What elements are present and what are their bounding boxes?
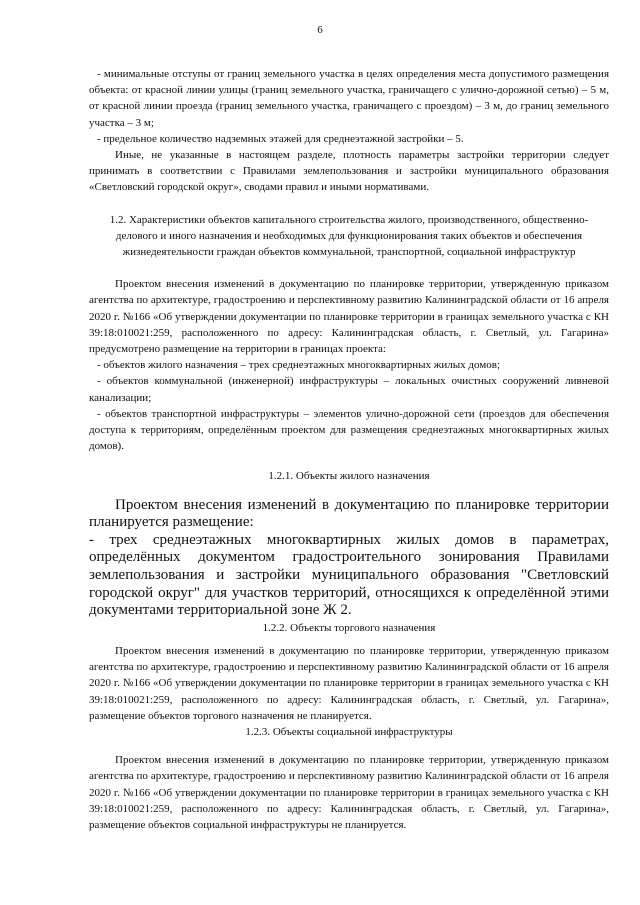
setback-requirements-paragraph: - минимальные отступы от границ земельного участка в целях определения места допустимого размещения объекта: от красной линии улицы (границ земельного участка, граничащего с улично-дорожной сетью) – 5 м, от красной линии проезда (границ земельного участка, граничащего с проездом) – 3 м, до границ земельного участка – 3 м; [89,68,609,129]
section-1-2-1-heading: 1.2.1. Объекты жилого назначения [268,470,430,483]
residential-objects-item: - объектов жилого назначения – трех среднеэтажных многоквартирных жилых домов; [97,359,501,372]
transport-objects-item: - объектов транспортной инфраструктуры – элементов улично-дорожной сети (проездов для обеспечения доступа к территориям, определённым проектом для размещения среднеэтажных многоквартирных жилых домов). [89,407,609,453]
section-1-2-1-paragraph-1: Проектом внесения изменений в документацию по планировке территории планируется размещение: [89,496,609,531]
section-1-2-intro-paragraph: Проектом внесения изменений в документацию по планировке территории, утвержденную приказом агентства по архитектуре, градостроению и перспективному развитию Калининградской области от 16 апреля 2020 г. №166 «Об утверждении документации по планировке территории в границах земельного участка с КН 39:18:010021:259, расположенного по адресу: Калининградская область, г. Светлый, ул. Гагарина» предусмотрено размещение на территории в границах проекта: [89,278,609,356]
max-floors-paragraph: - предельное количество надземных этажей для среднеэтажной застройки – 5. [97,132,464,145]
utility-objects-item: - объектов коммунальной (инженерной) инфраструктуры – локальных очистных сооружений ливневой канализации; [89,375,609,404]
page-number: 6 [317,24,323,36]
section-1-2-2-paragraph: Проектом внесения изменений в документацию по планировке территории, утвержденную приказом агентства по архитектуре, градостроению и перспективному развитию Калининградской области от 16 апреля 2020 г. №166 «Об утверждении документации по планировке территории в границах земельного участка с КН 39:18:010021:259, расположенного по адресу: Калининградская область, г. Светлый, ул. Гагарина», размещение объектов торгового назначения не планируется. [89,645,609,722]
section-1-2-3-heading: 1.2.3. Объекты социальной инфраструктуры [245,726,453,739]
section-1-2-2-heading: 1.2.2. Объекты торгового назначения [262,621,436,634]
other-parameters-paragraph: Иные, не указанные в настоящем разделе, плотность параметры застройки территории следует принимать в соответствии с Правилами землепользования и застройки муниципального образования «Светловский городской округ», сводами правил и иными нормативами. [89,149,609,194]
document-body [89,66,609,833]
section-1-2-heading: 1.2. Характеристики объектов капитального строительства жилого, производственного, общественно-делового и иного назначения и необходимых для функционирования таких объектов и обеспечения жизнедеятельности граждан объектов коммунальной, транспортной, социальной инфраструктур [109,213,589,259]
section-1-2-1-paragraph-2: - трех среднеэтажных многоквартирных жилых домов в параметрах, определённых документом градостроительного зонирования Правилами землепользования и застройки муниципального образования "Светловский городской округ" для участков территорий, относящихся к определённой этими документами территориальной зоне Ж 2. [89,531,609,619]
section-1-2-3-paragraph: Проектом внесения изменений в документацию по планировке территории, утвержденную приказом агентства по архитектуре, градостроению и перспективному развитию Калининградской области от 16 апреля 2020 г. №166 «Об утверждении документации по планировке территории в границах земельного участка с КН 39:18:010021:259, расположенного по адресу: Калининградская область, г. Светлый, ул. Гагарина», размещение объектов социальной инфраструктуры не планируется. [89,754,609,832]
